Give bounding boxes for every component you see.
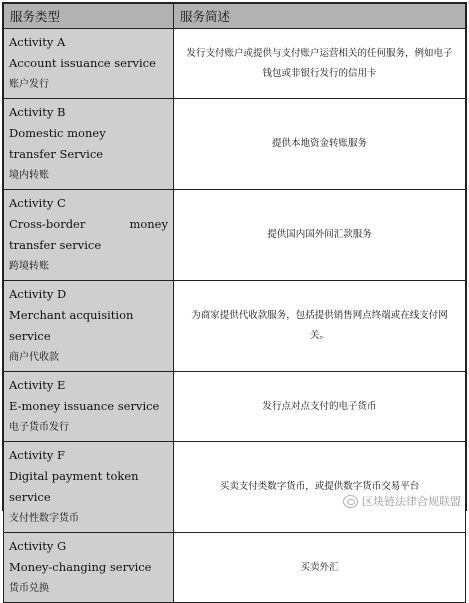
- service-name-cn: 境内转账: [9, 170, 49, 181]
- activity-label: Activity A: [9, 35, 66, 49]
- service-name-en: Account issuance service: [9, 56, 156, 70]
- service-name-cn: 支付性数字货币: [9, 513, 79, 524]
- service-name-en: E-money issuance service: [9, 399, 160, 413]
- activity-label: Activity D: [9, 287, 67, 301]
- table-row: [4, 533, 466, 603]
- table-row: [4, 190, 466, 281]
- service-type-cell: [4, 442, 174, 533]
- service-name-cn: 货币兑换: [9, 583, 49, 594]
- service-type-cell: [4, 372, 174, 442]
- service-description: 提供本地资金转账服务: [174, 99, 466, 190]
- watermark-text: 区块链法律合规联盟: [362, 495, 461, 508]
- activity-label: Activity C: [9, 196, 66, 210]
- service-name-cn: 跨境转账: [9, 261, 49, 272]
- activity-label: Activity B: [9, 105, 66, 119]
- wechat-icon: [343, 495, 358, 508]
- services-table: [3, 3, 466, 603]
- service-name-cn: 账户发行: [9, 79, 49, 90]
- table-row: [4, 99, 466, 190]
- activity-label: Activity E: [9, 378, 66, 392]
- service-type-cell: [4, 29, 174, 99]
- header-service-description: 服务简述: [174, 4, 466, 29]
- service-description: 为商家提供代收款服务，包括提供销售网点终端或在线支付网关。: [174, 281, 466, 372]
- service-name-cn: 商户代收款: [9, 352, 59, 363]
- table-header-row: [4, 4, 466, 29]
- service-name-cn: 电子货币发行: [9, 422, 69, 433]
- service-description: 买卖外汇: [174, 533, 466, 603]
- service-description: 发行支付账户或提供与支付账户运营相关的任何服务，例如电子钱包或非银行发行的信用卡: [174, 29, 466, 99]
- service-name-en: Money-changing service: [9, 560, 152, 574]
- services-table-container: [2, 2, 467, 594]
- service-type-cell: [4, 281, 174, 372]
- service-name-en: Cross-border money transfer service: [9, 217, 168, 252]
- service-name-en: Digital payment token service: [9, 469, 139, 504]
- service-description: 提供国内国外间汇款服务: [174, 190, 466, 281]
- table-row: [4, 29, 466, 99]
- activity-label: Activity F: [9, 448, 65, 462]
- service-name-en: Domestic money transfer Service: [9, 126, 106, 161]
- header-service-type: 服务类型: [4, 4, 174, 29]
- service-type-cell: [4, 533, 174, 603]
- activity-label: Activity G: [9, 539, 67, 553]
- watermark: [343, 493, 461, 509]
- service-type-cell: [4, 99, 174, 190]
- service-description: 买卖支付类数字货币，或提供数字货币交易平台: [174, 442, 466, 533]
- table-row: [4, 442, 466, 533]
- service-name-en: Merchant acquisition service: [9, 308, 134, 343]
- table-row: [4, 372, 466, 442]
- service-type-cell: [4, 190, 174, 281]
- service-description: 发行点对点支付的电子货币: [174, 372, 466, 442]
- table-row: [4, 281, 466, 372]
